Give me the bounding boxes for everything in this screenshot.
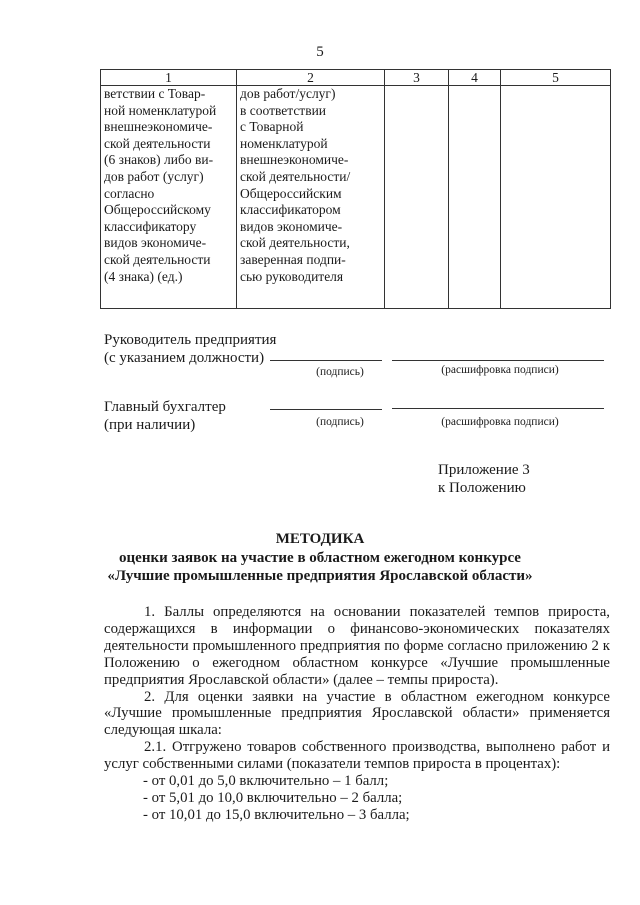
accountant-label-1: Главный бухгалтер (104, 399, 226, 415)
cell-line: ской деятельности, (240, 235, 350, 251)
table-cell-col5 (501, 86, 611, 309)
cell-line: ской деятельности (104, 251, 211, 267)
appendix-reference (438, 461, 530, 497)
list-item: - от 10,01 до 15,0 включительно – 3 балла; (143, 806, 410, 823)
cell-line: ской деятельности (104, 135, 211, 151)
cell-line: дов работ (услуг) (104, 168, 204, 184)
document-body (104, 604, 610, 824)
table-cell-col3 (385, 86, 449, 309)
column-header: 3 (385, 70, 449, 86)
cell-line: внешнеэкономиче- (240, 152, 349, 168)
document-subtitle-2: «Лучшие промышленные предприятия Ярославской области» (107, 568, 533, 584)
table-cell-col1 (101, 86, 237, 309)
paragraph-2: 2. Для оценки заявки на участие в областном ежегодном конкурсе «Лучшие промышленные предприятия Ярославской области» применяется следующая шкала: (104, 688, 610, 739)
director-label-2: (с указанием должности) (104, 350, 265, 366)
cell-line: ской деятельности/ (240, 168, 351, 184)
director-label-1: Руководитель предприятия (104, 332, 277, 348)
cell-line: заверенная подпи- (240, 251, 346, 267)
document-subtitle-1: оценки заявок на участие в областном ежегодном конкурсе (119, 550, 521, 566)
cell-line: видов экономиче- (104, 235, 207, 251)
column-header: 5 (501, 70, 611, 86)
data-table (100, 69, 611, 309)
accountant-signature-hint: (подпись) (316, 416, 364, 428)
paragraph-1: 1. Баллы определяются на основании показателей темпов прироста, содержащихся в информации о финансово-экономических показателях деятельности промышленного предприятия по форме согласно приложению 2 к Положению о ежегодном областном конкурсе «Лучшие промышленные предприятия Ярославской области» (далее – темпы прироста). (104, 604, 610, 688)
cell-line: классификатору (104, 218, 197, 234)
cell-line: номенклатурой (240, 135, 328, 151)
cell-line: ветствии с Товар- (104, 86, 206, 101)
table-cell-col2 (237, 86, 385, 309)
cell-line: согласно (104, 185, 155, 201)
cell-line: классификатором (240, 202, 341, 218)
cell-line: Общероссийским (240, 185, 342, 201)
cell-line: в соответствии (240, 102, 327, 118)
cell-line: (6 знаков) либо ви- (104, 152, 214, 168)
appendix-line-1: Приложение 3 (438, 462, 530, 478)
cell-line: ной номенклатурой (104, 102, 217, 118)
accountant-decode-line (392, 408, 604, 409)
page-number: 5 (316, 44, 324, 60)
director-signature-line (270, 360, 382, 361)
table-header-row (101, 70, 611, 86)
accountant-signature-line (270, 409, 382, 410)
column-header: 1 (101, 70, 237, 86)
table-row (101, 86, 611, 309)
cell-line: с Товарной (240, 119, 304, 135)
director-decode-line (392, 360, 604, 361)
cell-line: Общероссийскому (104, 202, 211, 218)
column-header: 4 (449, 70, 501, 86)
cell-line: (4 знака) (ед.) (104, 268, 183, 284)
column-header: 2 (237, 70, 385, 86)
appendix-line-2: к Положению (438, 480, 526, 496)
document-title: МЕТОДИКА (275, 531, 365, 547)
accountant-label-2: (при наличии) (104, 417, 196, 433)
cell-line: сью руководителя (240, 268, 344, 284)
accountant-decode-hint: (расшифровка подписи) (441, 416, 559, 428)
cell-line: внешнеэкономиче- (104, 119, 213, 135)
director-decode-hint: (расшифровка подписи) (441, 364, 559, 376)
cell-line: видов экономиче- (240, 218, 343, 234)
list-item: - от 0,01 до 5,0 включительно – 1 балл; (143, 773, 389, 790)
cell-line: дов работ/услуг) (240, 86, 336, 101)
list-item: - от 5,01 до 10,0 включительно – 2 балла; (143, 789, 403, 806)
director-signature-hint: (подпись) (316, 366, 364, 378)
paragraph-2-1: 2.1. Отгружено товаров собственного производства, выполнено работ и услуг собственными силами (показатели темпов прироста в процентах): (104, 739, 610, 773)
table-cell-col4 (449, 86, 501, 309)
